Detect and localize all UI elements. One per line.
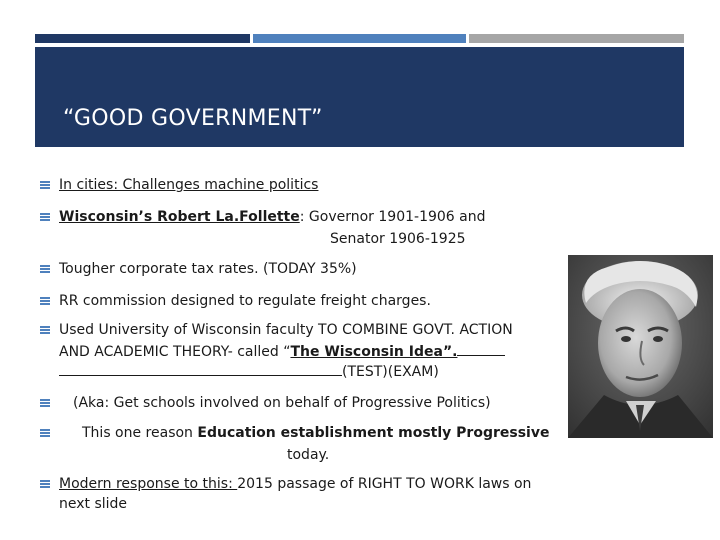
bullet-wisconsin-idea-line2	[59, 342, 505, 362]
bullet-icon	[40, 429, 50, 437]
lafollette-name: Wisconsin’s Robert La.Follette	[59, 209, 300, 225]
portrait-icon	[568, 255, 713, 438]
bullet-aka: (Aka: Get schools involved on behalf of Progressive Politics)	[73, 395, 491, 411]
bullet-icon	[40, 213, 50, 221]
bullet-wisconsin-idea: Used University of Wisconsin faculty TO COMBINE GOVT. ACTION	[59, 322, 513, 338]
bullet-right-to-work	[59, 474, 531, 494]
bullet-education	[82, 423, 549, 443]
bullet-lafollette	[59, 207, 485, 227]
bullet-icon	[40, 326, 50, 334]
bullet-wisconsin-idea-line3	[59, 362, 439, 382]
slide-title: “GOOD GOVERNMENT”	[63, 106, 323, 131]
bullet-icon	[40, 297, 50, 305]
bullet-text: : Governor 1901-1906 and	[299, 209, 486, 225]
bullet-right-to-work-line2: next slide	[59, 496, 128, 512]
education-phrase: Education establishment mostly Progressive	[197, 425, 550, 441]
bullet-text: In cities: Challenges machine politics	[59, 177, 319, 193]
bullet-education-line2: today.	[287, 447, 330, 463]
bullet-text: Modern response to this:	[59, 476, 238, 492]
bullet-text: AND ACADEMIC THEORY- called “	[59, 344, 291, 360]
bullet-icon	[40, 480, 50, 488]
bullet-text: passage of RIGHT TO WORK laws on	[272, 476, 532, 492]
wisconsin-idea-label: The Wisconsin Idea”.	[290, 344, 458, 360]
bullet-tax: Tougher corporate tax rates. (TODAY 35%)	[59, 261, 357, 277]
year-label: 2015	[237, 476, 273, 492]
underline-blank	[59, 375, 342, 376]
portrait-photo	[568, 255, 713, 438]
underline-blank	[457, 355, 505, 356]
bullet-cities	[59, 175, 318, 195]
bullet-text: This one reason	[82, 425, 198, 441]
bullet-rr-commission: RR commission designed to regulate freight charges.	[59, 293, 431, 309]
test-exam-label: (TEST)(EXAM)	[342, 364, 439, 380]
bullet-icon	[40, 265, 50, 273]
bullet-icon	[40, 399, 50, 407]
bullet-icon	[40, 181, 50, 189]
bullet-lafollette-line2: Senator 1906-1925	[330, 231, 466, 247]
